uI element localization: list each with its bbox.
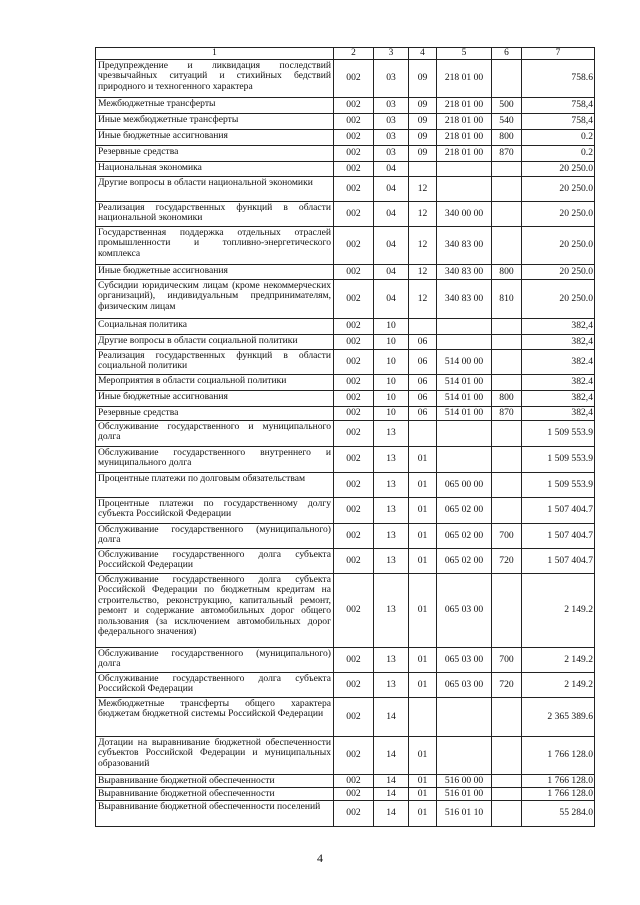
row-subsection-code <box>409 319 437 335</box>
row-amount: 20 250.0 <box>522 177 595 202</box>
row-name: Резервные средства <box>96 407 334 421</box>
row-expense-type <box>492 162 522 177</box>
table-row <box>96 549 595 574</box>
row-target-code: 516 00 00 <box>437 775 492 788</box>
row-target-code: 516 01 00 <box>437 788 492 801</box>
row-section-code: 04 <box>374 202 409 227</box>
row-section-code: 14 <box>374 737 409 775</box>
row-subsection-code: 06 <box>409 335 437 350</box>
row-section-code: 10 <box>374 375 409 391</box>
row-admin-code: 002 <box>334 177 374 202</box>
page-number: 4 <box>317 851 323 865</box>
header-cell-3: 3 <box>374 48 409 60</box>
row-target-code: 340 83 00 <box>437 265 492 280</box>
row-section-code: 03 <box>374 114 409 130</box>
table-body <box>96 48 595 827</box>
row-section-code: 04 <box>374 177 409 202</box>
row-section-code: 10 <box>374 391 409 407</box>
row-amount: 382.4 <box>522 350 595 375</box>
row-admin-code: 002 <box>334 498 374 524</box>
row-name: Межбюджетные трансферты <box>96 98 334 114</box>
table-row <box>96 473 595 498</box>
row-admin-code: 002 <box>334 421 374 447</box>
row-subsection-code: 12 <box>409 177 437 202</box>
row-name: Обслуживание государственного и муниципального долга <box>96 421 334 447</box>
table-row <box>96 391 595 407</box>
row-admin-code: 002 <box>334 114 374 130</box>
row-name: Обслуживание государственного долга субъекта Российской Федерации <box>96 549 334 574</box>
row-amount: 382,4 <box>522 319 595 335</box>
row-admin-code: 002 <box>334 648 374 673</box>
row-subsection-code: 01 <box>409 648 437 673</box>
row-section-code: 13 <box>374 673 409 698</box>
row-section-code: 10 <box>374 319 409 335</box>
row-admin-code: 002 <box>334 524 374 549</box>
row-expense-type: 720 <box>492 549 522 574</box>
row-name: Другие вопросы в области национальной экономики <box>96 177 334 202</box>
row-expense-type <box>492 498 522 524</box>
row-section-code: 13 <box>374 648 409 673</box>
row-amount: 1 766 128.0 <box>522 788 595 801</box>
row-name: Дотации на выравнивание бюджетной обеспеченности субъектов Российской Федерации и муниципальных образований <box>96 737 334 775</box>
row-target-code: 514 01 00 <box>437 407 492 421</box>
row-expense-type <box>492 801 522 827</box>
row-name: Выравнивание бюджетной обеспеченности <box>96 788 334 801</box>
row-target-code: 065 03 00 <box>437 648 492 673</box>
row-admin-code: 002 <box>334 775 374 788</box>
row-admin-code: 002 <box>334 335 374 350</box>
row-amount: 20 250.0 <box>522 280 595 319</box>
row-expense-type <box>492 319 522 335</box>
row-expense-type <box>492 447 522 473</box>
row-section-code: 04 <box>374 265 409 280</box>
row-name: Иные бюджетные ассигнования <box>96 265 334 280</box>
table-row <box>96 319 595 335</box>
row-name: Иные межбюджетные трансферты <box>96 114 334 130</box>
row-admin-code: 002 <box>334 280 374 319</box>
budget-table <box>95 47 595 827</box>
row-section-code: 13 <box>374 498 409 524</box>
table-row <box>96 447 595 473</box>
row-admin-code: 002 <box>334 549 374 574</box>
row-amount: 1 509 553.9 <box>522 421 595 447</box>
row-subsection-code: 12 <box>409 265 437 280</box>
row-target-code: 516 01 10 <box>437 801 492 827</box>
row-section-code: 10 <box>374 350 409 375</box>
row-section-code: 10 <box>374 335 409 350</box>
row-expense-type: 800 <box>492 265 522 280</box>
header-cell-1: 1 <box>96 48 334 60</box>
row-admin-code: 002 <box>334 391 374 407</box>
table-row <box>96 280 595 319</box>
row-subsection-code <box>409 698 437 737</box>
row-name: Государственная поддержка отдельных отраслей промышленности и топливно-энергетического комплекса <box>96 227 334 265</box>
row-expense-type: 870 <box>492 407 522 421</box>
row-amount: 1 507 404.7 <box>522 524 595 549</box>
row-amount: 55 284.0 <box>522 801 595 827</box>
row-target-code <box>437 319 492 335</box>
row-subsection-code <box>409 421 437 447</box>
table-row <box>96 737 595 775</box>
row-amount: 2 149.2 <box>522 574 595 648</box>
row-subsection-code: 01 <box>409 524 437 549</box>
row-admin-code: 002 <box>334 737 374 775</box>
row-expense-type <box>492 421 522 447</box>
row-expense-type <box>492 177 522 202</box>
row-expense-type: 800 <box>492 391 522 407</box>
table-row <box>96 698 595 737</box>
row-amount: 382,4 <box>522 407 595 421</box>
row-target-code <box>437 737 492 775</box>
table-row <box>96 60 595 98</box>
table-row <box>96 265 595 280</box>
row-subsection-code: 01 <box>409 498 437 524</box>
row-amount: 20 250.0 <box>522 227 595 265</box>
row-expense-type: 500 <box>492 98 522 114</box>
row-admin-code: 002 <box>334 130 374 146</box>
row-section-code: 04 <box>374 227 409 265</box>
row-admin-code: 002 <box>334 801 374 827</box>
table-row <box>96 114 595 130</box>
row-expense-type <box>492 60 522 98</box>
row-name: Субсидии юридическим лицам (кроме некоммерческих организаций), индивидуальным предпринимателям, физическим лицам <box>96 280 334 319</box>
row-target-code: 065 02 00 <box>437 524 492 549</box>
row-subsection-code: 12 <box>409 227 437 265</box>
row-subsection-code: 12 <box>409 280 437 319</box>
row-admin-code: 002 <box>334 319 374 335</box>
row-section-code: 10 <box>374 407 409 421</box>
table-row <box>96 146 595 162</box>
row-name: Обслуживание государственного (муниципального) долга <box>96 524 334 549</box>
row-amount: 758,4 <box>522 98 595 114</box>
row-amount: 1 509 553.9 <box>522 447 595 473</box>
table-row <box>96 801 595 827</box>
row-expense-type <box>492 698 522 737</box>
row-amount: 2 149.2 <box>522 648 595 673</box>
row-subsection-code: 06 <box>409 391 437 407</box>
row-admin-code: 002 <box>334 60 374 98</box>
row-admin-code: 002 <box>334 673 374 698</box>
row-target-code: 514 01 00 <box>437 391 492 407</box>
row-subsection-code: 09 <box>409 146 437 162</box>
table-row <box>96 130 595 146</box>
row-subsection-code: 01 <box>409 737 437 775</box>
row-target-code: 340 00 00 <box>437 202 492 227</box>
row-amount: 0.2 <box>522 130 595 146</box>
row-subsection-code: 01 <box>409 447 437 473</box>
row-subsection-code: 06 <box>409 375 437 391</box>
row-expense-type <box>492 350 522 375</box>
header-cell-7: 7 <box>522 48 595 60</box>
row-name: Выравнивание бюджетной обеспеченности поселений <box>96 801 334 827</box>
header-cell-6: 6 <box>492 48 522 60</box>
table-row <box>96 648 595 673</box>
row-target-code: 065 03 00 <box>437 574 492 648</box>
table-row <box>96 775 595 788</box>
row-admin-code: 002 <box>334 698 374 737</box>
row-admin-code: 002 <box>334 574 374 648</box>
row-admin-code: 002 <box>334 407 374 421</box>
row-amount: 758,4 <box>522 114 595 130</box>
row-subsection-code: 09 <box>409 98 437 114</box>
row-section-code: 03 <box>374 98 409 114</box>
row-section-code: 13 <box>374 473 409 498</box>
row-target-code <box>437 421 492 447</box>
table-row <box>96 421 595 447</box>
row-expense-type <box>492 574 522 648</box>
row-admin-code: 002 <box>334 202 374 227</box>
table-row <box>96 407 595 421</box>
row-subsection-code: 09 <box>409 130 437 146</box>
row-section-code: 13 <box>374 447 409 473</box>
row-amount: 382,4 <box>522 335 595 350</box>
row-section-code: 14 <box>374 801 409 827</box>
row-target-code: 218 01 00 <box>437 60 492 98</box>
row-subsection-code: 01 <box>409 549 437 574</box>
row-admin-code: 002 <box>334 375 374 391</box>
row-subsection-code: 01 <box>409 574 437 648</box>
row-name: Обслуживание государственного долга субъекта Российской Федерации по бюджетным кредитам на строительство, реконструкцию, капитальный ремонт, ремонт и содержание автомобильных дорог общего пользования (за исключением автомобильных дорог федерального значения) <box>96 574 334 648</box>
row-target-code: 218 01 00 <box>437 146 492 162</box>
row-name: Обслуживание государственного долга субъекта Российской Федерации <box>96 673 334 698</box>
row-admin-code: 002 <box>334 447 374 473</box>
row-target-code <box>437 177 492 202</box>
row-admin-code: 002 <box>334 350 374 375</box>
row-amount: 20 250.0 <box>522 265 595 280</box>
header-cell-5: 5 <box>437 48 492 60</box>
row-target-code: 065 00 00 <box>437 473 492 498</box>
row-target-code: 065 03 00 <box>437 673 492 698</box>
row-expense-type <box>492 737 522 775</box>
row-expense-type: 700 <box>492 648 522 673</box>
row-subsection-code: 01 <box>409 788 437 801</box>
row-expense-type: 700 <box>492 524 522 549</box>
row-amount: 382,4 <box>522 391 595 407</box>
row-target-code: 218 01 00 <box>437 114 492 130</box>
row-name: Социальная политика <box>96 319 334 335</box>
row-target-code: 065 02 00 <box>437 498 492 524</box>
row-name: Другие вопросы в области социальной политики <box>96 335 334 350</box>
table-row <box>96 788 595 801</box>
row-name: Реализация государственных функций в области национальной экономики <box>96 202 334 227</box>
row-subsection-code: 09 <box>409 114 437 130</box>
row-admin-code: 002 <box>334 162 374 177</box>
row-target-code: 340 83 00 <box>437 280 492 319</box>
row-name: Процентные платежи по государственному долгу субъекта Российской Федерации <box>96 498 334 524</box>
row-expense-type: 870 <box>492 146 522 162</box>
table-row <box>96 673 595 698</box>
row-admin-code: 002 <box>334 473 374 498</box>
row-subsection-code: 09 <box>409 60 437 98</box>
table-row <box>96 227 595 265</box>
row-subsection-code: 06 <box>409 407 437 421</box>
header-row <box>96 48 595 60</box>
row-target-code: 514 01 00 <box>437 375 492 391</box>
table-row <box>96 498 595 524</box>
header-cell-2: 2 <box>334 48 374 60</box>
row-target-code <box>437 698 492 737</box>
row-expense-type: 540 <box>492 114 522 130</box>
row-expense-type: 800 <box>492 130 522 146</box>
row-amount: 1 766 128.0 <box>522 737 595 775</box>
row-target-code <box>437 162 492 177</box>
table-row <box>96 350 595 375</box>
row-section-code: 04 <box>374 280 409 319</box>
table-row <box>96 524 595 549</box>
row-subsection-code <box>409 162 437 177</box>
row-amount: 1 766 128.0 <box>522 775 595 788</box>
row-subsection-code: 01 <box>409 673 437 698</box>
row-name: Реализация государственных функций в области социальной политики <box>96 350 334 375</box>
row-amount: 1 509 553.9 <box>522 473 595 498</box>
row-expense-type <box>492 473 522 498</box>
row-section-code: 14 <box>374 698 409 737</box>
row-section-code: 03 <box>374 60 409 98</box>
row-amount: 2 149.2 <box>522 673 595 698</box>
row-admin-code: 002 <box>334 146 374 162</box>
row-name: Обслуживание государственного внутреннего и муниципального долга <box>96 447 334 473</box>
row-amount: 758.6 <box>522 60 595 98</box>
row-amount: 20 250.0 <box>522 202 595 227</box>
row-expense-type: 720 <box>492 673 522 698</box>
row-section-code: 04 <box>374 162 409 177</box>
row-name: Предупреждение и ликвидация последствий чрезвычайных ситуаций и стихийных бедствий природного и техногенного характера <box>96 60 334 98</box>
row-section-code: 03 <box>374 130 409 146</box>
row-expense-type <box>492 202 522 227</box>
row-name: Резервные средства <box>96 146 334 162</box>
row-name: Национальная экономика <box>96 162 334 177</box>
table-row <box>96 177 595 202</box>
row-target-code <box>437 447 492 473</box>
row-section-code: 14 <box>374 788 409 801</box>
row-section-code: 03 <box>374 146 409 162</box>
row-admin-code: 002 <box>334 788 374 801</box>
row-name: Иные бюджетные ассигнования <box>96 130 334 146</box>
row-expense-type <box>492 775 522 788</box>
row-amount: 1 507 404.7 <box>522 498 595 524</box>
row-target-code: 065 02 00 <box>437 549 492 574</box>
row-expense-type: 810 <box>492 280 522 319</box>
row-amount: 2 365 389.6 <box>522 698 595 737</box>
row-section-code: 13 <box>374 421 409 447</box>
row-subsection-code: 01 <box>409 775 437 788</box>
table-row <box>96 375 595 391</box>
row-expense-type <box>492 375 522 391</box>
table-row <box>96 202 595 227</box>
row-name: Процентные платежи по долговым обязательствам <box>96 473 334 498</box>
row-target-code: 514 00 00 <box>437 350 492 375</box>
row-subsection-code: 01 <box>409 473 437 498</box>
row-name: Мероприятия в области социальной политики <box>96 375 334 391</box>
row-name: Иные бюджетные ассигнования <box>96 391 334 407</box>
row-subsection-code: 06 <box>409 350 437 375</box>
row-amount: 20 250.0 <box>522 162 595 177</box>
row-subsection-code: 01 <box>409 801 437 827</box>
row-admin-code: 002 <box>334 227 374 265</box>
header-cell-4: 4 <box>409 48 437 60</box>
table-row <box>96 574 595 648</box>
table-row <box>96 335 595 350</box>
row-admin-code: 002 <box>334 98 374 114</box>
row-target-code <box>437 335 492 350</box>
row-amount: 0.2 <box>522 146 595 162</box>
row-admin-code: 002 <box>334 265 374 280</box>
row-target-code: 340 83 00 <box>437 227 492 265</box>
row-name: Обслуживание государственного (муниципального) долга <box>96 648 334 673</box>
row-expense-type <box>492 788 522 801</box>
row-subsection-code: 12 <box>409 202 437 227</box>
row-amount: 382.4 <box>522 375 595 391</box>
row-expense-type <box>492 227 522 265</box>
row-name: Межбюджетные трансферты общего характера бюджетам бюджетной системы Российской Федерации <box>96 698 334 737</box>
row-section-code: 14 <box>374 775 409 788</box>
row-amount: 1 507 404.7 <box>522 549 595 574</box>
row-target-code: 218 01 00 <box>437 98 492 114</box>
row-expense-type <box>492 335 522 350</box>
row-section-code: 13 <box>374 549 409 574</box>
row-target-code: 218 01 00 <box>437 130 492 146</box>
row-section-code: 13 <box>374 524 409 549</box>
table-row <box>96 98 595 114</box>
table-row <box>96 162 595 177</box>
row-section-code: 13 <box>374 574 409 648</box>
row-name: Выравнивание бюджетной обеспеченности <box>96 775 334 788</box>
